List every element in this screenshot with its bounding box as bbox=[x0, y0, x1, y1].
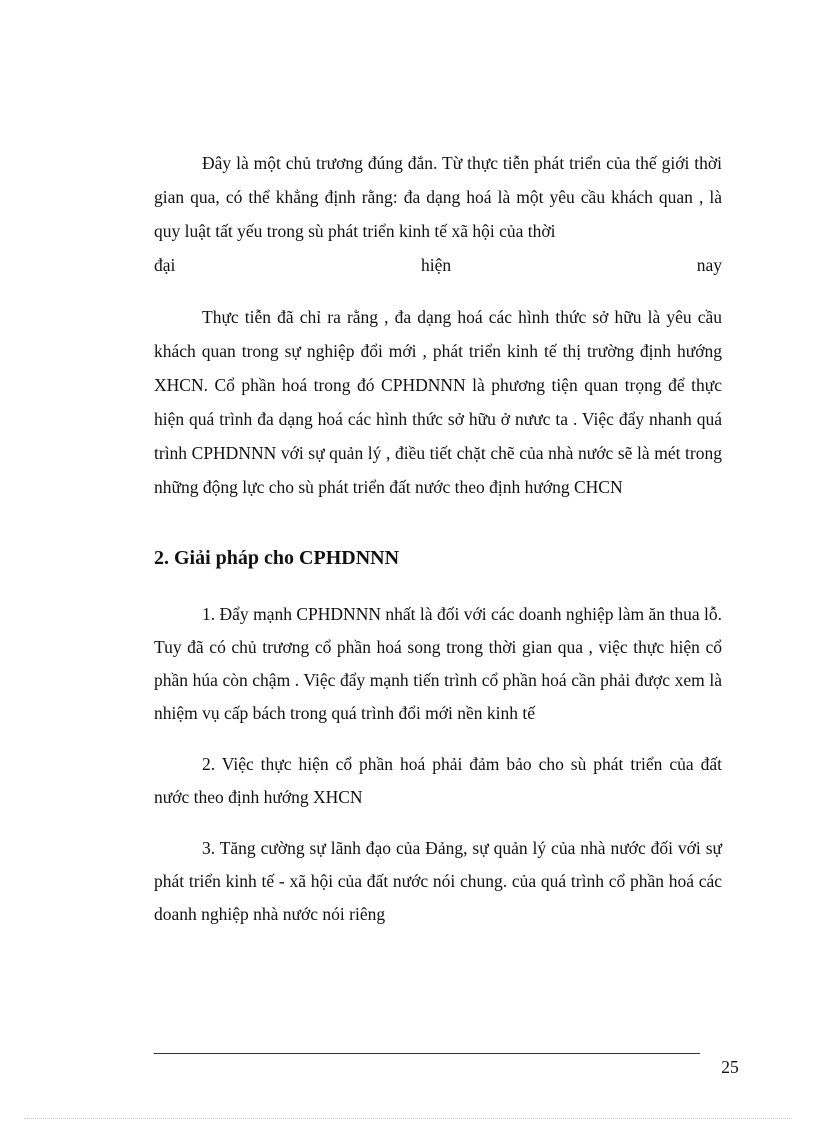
paragraph-2-body: Thực tiễn đã chỉ ra rằng , đa dạng hoá các hình thức sở hữu là yêu cầu khách quan trong sự nghiệp đổi mới , phát triển kinh tế thị trường định hướng XHCN. Cổ phần hoá trong đó CPHDNNN là phương tiện quan trọng để thực hiện quá trình đa dạng hoá các hình thức sở hữu ở nưưc ta . Việc đẩy nhanh quá trình CPHDNNN với sự quản lý , điều tiết chặt chẽ của nhà nước sẽ là mét trong những động lực cho sù phát triển đất nước theo định hướng CHCN bbox=[154, 307, 722, 497]
spacer bbox=[154, 282, 722, 300]
paragraph-1-body: Đây là một chủ trương đúng đắn. Từ thực tiễn phát triển của thế giới thời gian qua, có thể khẳng định rằng: đa dạng hoá là một yêu cầu khách quan , là quy luật tất yếu trong sù phát triển kinh tế xã hội của thời bbox=[154, 153, 722, 241]
solution-paragraph-3: 3. Tăng cường sự lãnh đạo của Đảng, sự quản lý của nhà nước đối với sự phát triển kinh tế - xã hội của đất nước nói chung. của quá trình cổ phần hoá các doanh nghiệp nhà nước nói riêng bbox=[154, 838, 722, 924]
body-text-solutions bbox=[154, 598, 722, 931]
solution-paragraph-2: 2. Việc thực hiện cổ phần hoá phải đảm bảo cho sù phát triển của đất nước theo định hướng XHCN bbox=[154, 754, 722, 807]
paragraph-1-tail bbox=[154, 248, 722, 282]
body-text-top bbox=[154, 146, 722, 504]
paragraph-1 bbox=[154, 146, 722, 248]
paragraph-1-tail-text: đại hiện nay bbox=[154, 255, 722, 275]
spacer bbox=[154, 814, 722, 832]
paragraph-2 bbox=[154, 300, 722, 504]
spacer bbox=[154, 730, 722, 748]
page-number: 25 bbox=[721, 1057, 739, 1077]
solution-paragraph-1: 1. Đẩy mạnh CPHDNNN nhất là đối với các doanh nghiệp làm ăn thua lỗ. Tuy đã có chủ trương cổ phần hoá song trong thời gian qua , việc thực hiện cổ phần húa còn chậm . Việc đẩy mạnh tiến trình cổ phần hoá cần phải được xem là nhiệm vụ cấp bách trong quá trình đổi mới nền kinh tế bbox=[154, 604, 722, 723]
page-edge-divider bbox=[24, 1118, 792, 1119]
footer-rule bbox=[154, 1053, 700, 1054]
section-heading: 2. Giải pháp cho CPHDNNN bbox=[154, 547, 400, 569]
